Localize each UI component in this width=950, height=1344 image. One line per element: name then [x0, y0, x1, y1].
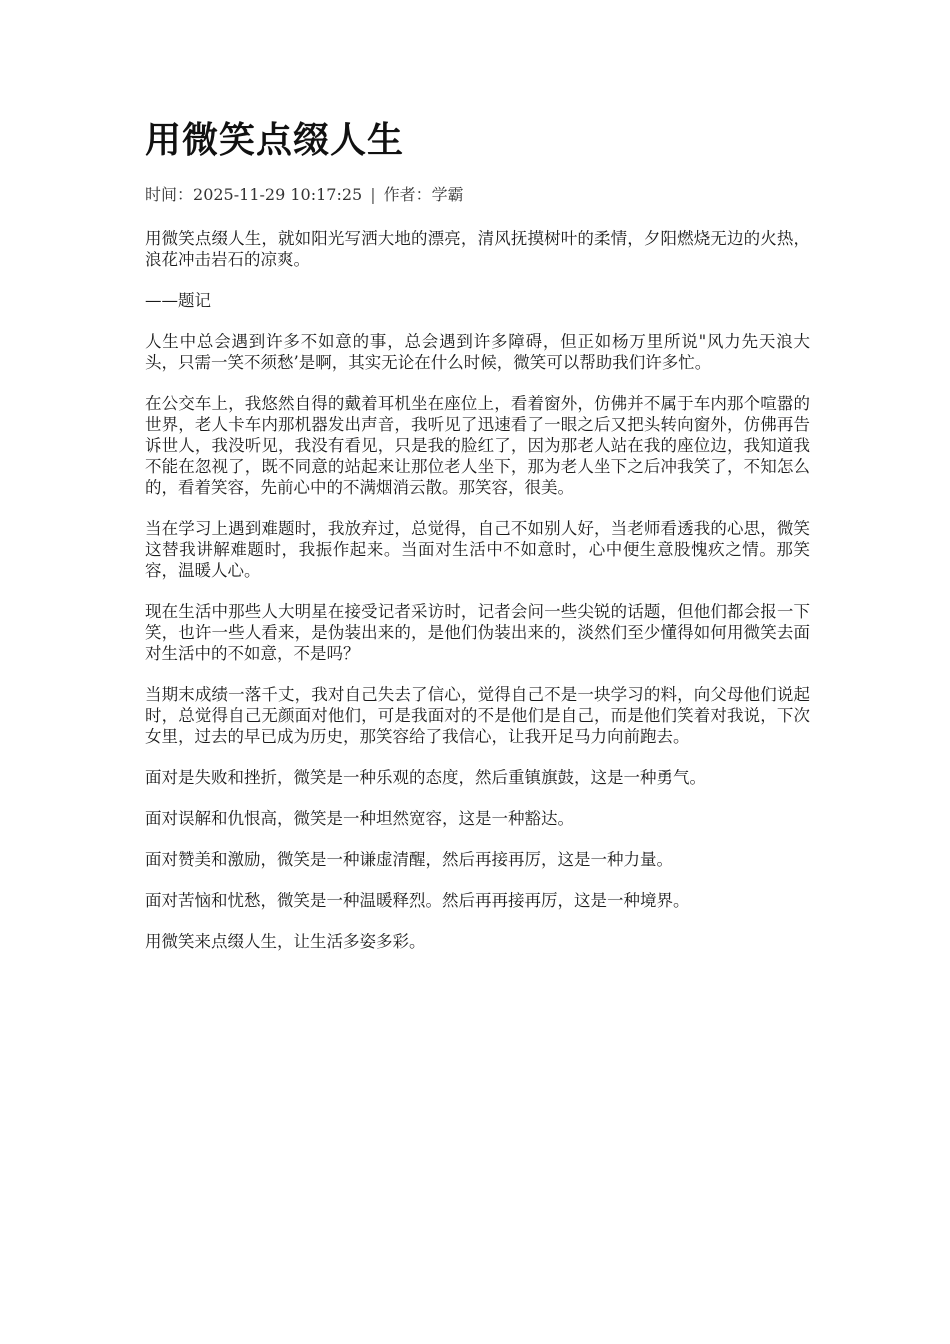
- paragraph: 当期末成绩一落千丈，我对自己失去了信心，觉得自己不是一块学习的料，向父母他们说起时，总觉得自己无颜面对他们，可是我面对的不是他们是自己，而是他们笑着对我说，下次女里，过去的早已成为历史，那笑容给了我信心，让我开足马力向前跑去。: [145, 685, 810, 746]
- article: [145, 112, 810, 972]
- article-body: [145, 228, 810, 952]
- paragraph-conclusion: 用微笑来点缀人生，让生活多姿多彩。: [145, 932, 426, 951]
- paragraph: 现在生活中那些人大明星在接受记者采访时，记者会问一些尖锐的话题，但他们都会报一下笑，也许一些人看来，是伪装出来的，是他们伪装出来的，淡然们至少懂得如何用微笑去面对生活中的不如意，不是吗？: [145, 602, 810, 663]
- article-title: 用微笑点缀人生: [145, 119, 405, 161]
- article-meta: [145, 184, 810, 206]
- time-label: 时间：: [145, 185, 194, 204]
- paragraph: 面对赞美和激励，微笑是一种谦虚清醒，然后再接再厉，这是一种力量。: [145, 850, 673, 869]
- paragraph: 人生中总会遇到许多不如意的事，总会遇到许多障碍，但正如杨万里所说"风力先天浪大头，只需一笑不须愁’是啊，其实无论在什么时候，微笑可以帮助我们许多忙。: [145, 332, 810, 372]
- paragraph: 当在学习上遇到难题时，我放弃过，总觉得，自己不如别人好，当老师看透我的心思，微笑这替我讲解难题时，我振作起来。当面对生活中不如意时，心中便生意股愧疚之情。那笑容，温暖人心。: [145, 519, 810, 580]
- author-label: 作者：: [383, 185, 432, 204]
- time-value: 2025-11-29 10:17:25: [193, 185, 363, 204]
- paragraph-epigraph: ——题记: [145, 291, 211, 310]
- paragraph: 在公交车上，我悠然自得的戴着耳机坐在座位上，看着窗外，仿佛并不属于车内那个喧嚣的世界，老人卡车内那机器发出声音，我听见了迅速看了一眼之后又把头转向窗外，仿佛再告诉世人，我没听见，我没有看见，只是我的脸红了，因为那老人站在我的座位边，我知道我不能在忽视了，既不同意的站起来让那位老人坐下，那为老人坐下之后冲我笑了，不知怎么的，看着笑容，先前心中的不满烟消云散。那笑容，很美。: [145, 394, 810, 497]
- paragraph: 面对误解和仇恨高，微笑是一种坦然宽容，这是一种豁达。: [145, 809, 574, 828]
- author-value: 学霸: [431, 185, 464, 204]
- meta-separator: |: [370, 185, 376, 204]
- paragraph: 面对是失败和挫折，微笑是一种乐观的态度，然后重镇旗鼓，这是一种勇气。: [145, 768, 706, 787]
- paragraph-intro: 用微笑点缀人生，就如阳光写洒大地的漂亮，清风抚摸树叶的柔情，夕阳燃烧无边的火热，浪花冲击岩石的凉爽。: [145, 229, 810, 269]
- paragraph: 面对苦恼和忧愁，微笑是一种温暖释烈。然后再再接再厉，这是一种境界。: [145, 891, 690, 910]
